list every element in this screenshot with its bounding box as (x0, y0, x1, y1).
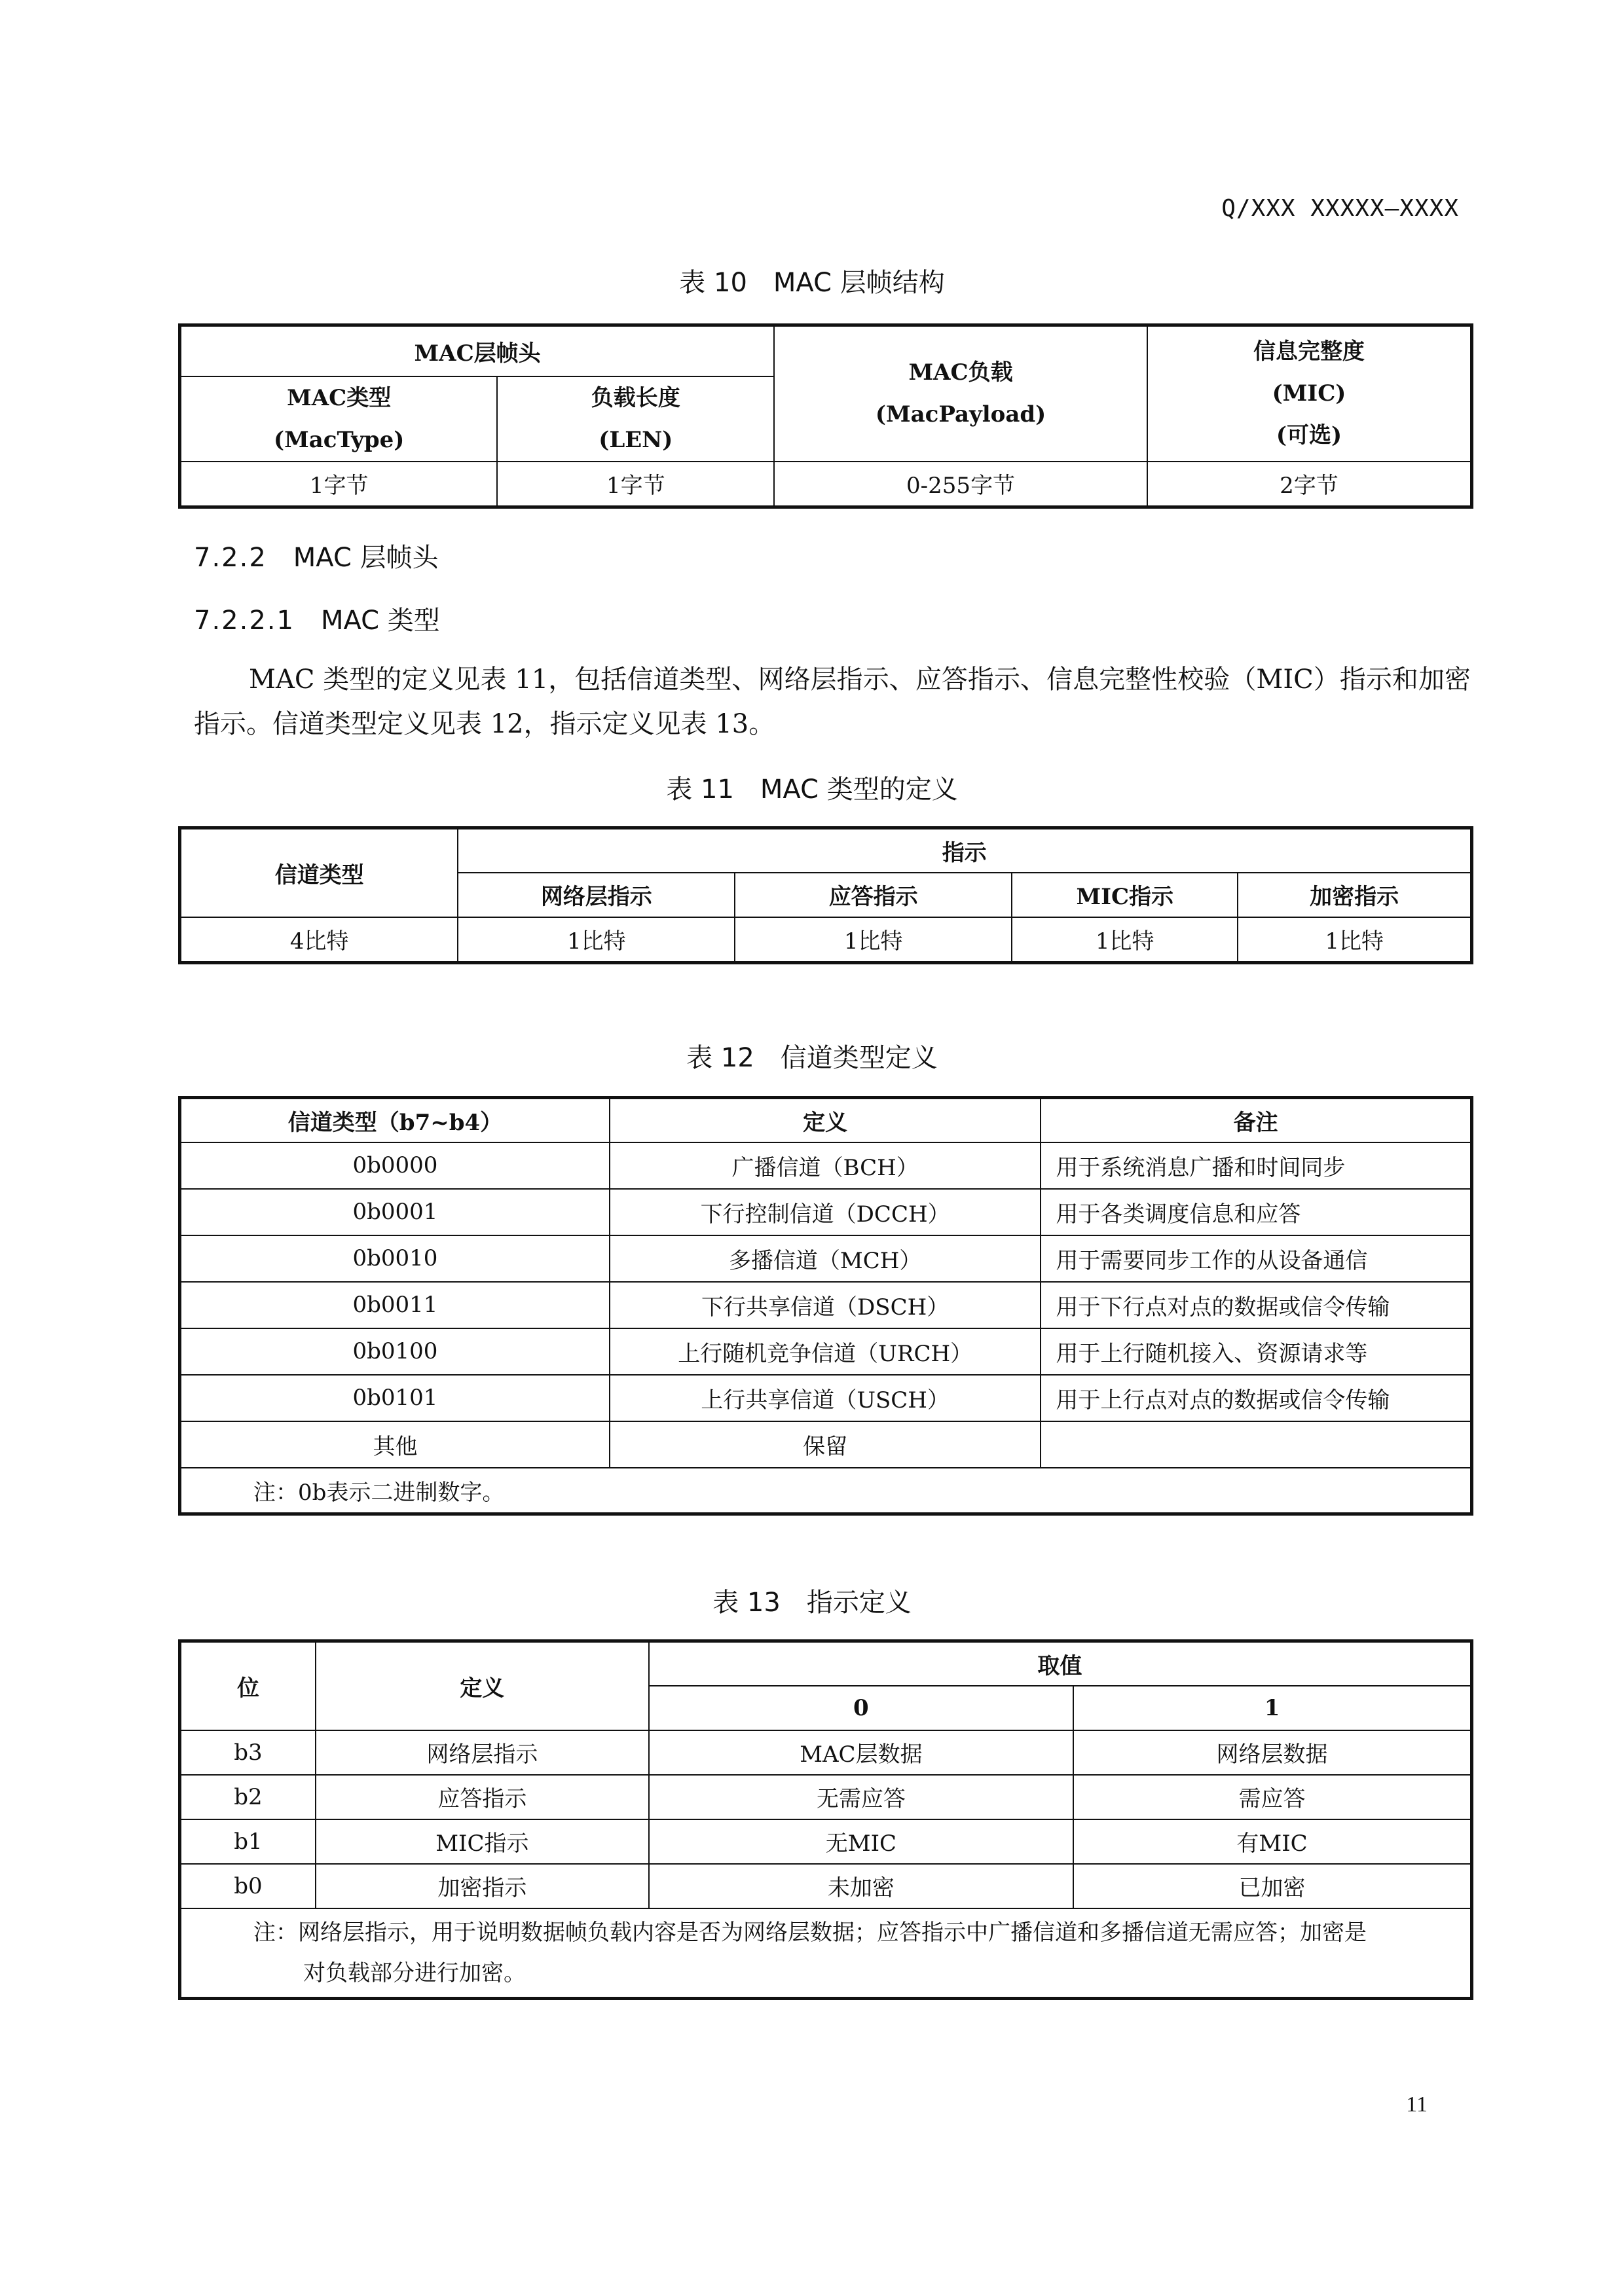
section-number: 7.2.2 (194, 543, 267, 573)
table11-cell: 1比特 (458, 917, 735, 963)
table12-header: 备注 (1041, 1098, 1471, 1142)
table12-header: 定义 (610, 1098, 1041, 1142)
section-number: 7.2.2.1 (194, 606, 295, 636)
section-title: MAC 层帧头 (293, 543, 439, 573)
table13-col-value: 取值 (649, 1641, 1472, 1686)
section-title: MAC 类型 (320, 606, 440, 636)
table13-note-line2: 对负载部分进行加密。 (303, 1959, 526, 1986)
table13-bit: b1 (180, 1819, 316, 1864)
table13-when-1: 需应答 (1073, 1775, 1471, 1819)
table13-bit: b3 (180, 1730, 316, 1775)
table13-when-1: 已加密 (1073, 1864, 1471, 1908)
table13-caption: 表 13 指示定义 (712, 1588, 912, 1618)
table13-when-0: 无需应答 (649, 1775, 1073, 1819)
mic-label-optional: (可选) (1276, 422, 1342, 449)
payload-label-en: (MacPayload) (875, 401, 1046, 428)
table10-col-mic (1147, 325, 1472, 462)
table12-caption: 表 12 信道类型定义 (686, 1043, 938, 1073)
table12-definition: 下行共享信道（DSCH） (610, 1282, 1041, 1328)
table11-cell: 1比特 (735, 917, 1012, 963)
table-row (180, 1142, 1472, 1189)
table12-code: 0b0010 (180, 1235, 610, 1282)
table-row (180, 1189, 1472, 1235)
table12-code: 其他 (180, 1421, 610, 1468)
table11-sub-header: 应答指示 (735, 873, 1012, 917)
mic-label-en: (MIC) (1272, 380, 1346, 407)
table13 (178, 1639, 1473, 2000)
body-paragraph: MAC 类型的定义见表 11，包括信道类型、网络层指示、应答指示、信息完整性校验（MIC）指示和加密指示。信道类型定义见表 12，指示定义见表 13。 (194, 665, 1471, 739)
table-row (180, 1235, 1472, 1282)
len-label: 负载长度 (591, 384, 680, 411)
table13-col-bit: 位 (180, 1641, 316, 1730)
payload-label: MAC负载 (908, 359, 1013, 386)
table10-cell: 0-255字节 (774, 462, 1147, 507)
table13-note (180, 1908, 1472, 1999)
table11-cell: 4比特 (180, 917, 458, 963)
table11-col-channel: 信道类型 (180, 828, 458, 917)
table13-definition: MIC指示 (316, 1819, 649, 1864)
table12-remark (1041, 1421, 1471, 1468)
table10-col-payload (774, 325, 1147, 462)
table12-code: 0b0101 (180, 1375, 610, 1421)
type-label: MAC类型 (287, 384, 392, 411)
mic-label: 信息完整度 (1253, 338, 1365, 365)
table10-caption: 表 10 MAC 层帧结构 (679, 268, 945, 298)
table13-col-definition: 定义 (316, 1641, 649, 1730)
table13-when-1: 有MIC (1073, 1819, 1471, 1864)
len-label-en: (LEN) (599, 426, 673, 453)
table13-when-0: 未加密 (649, 1864, 1073, 1908)
table13-definition: 应答指示 (316, 1775, 649, 1819)
table13-value-1: 1 (1073, 1686, 1471, 1730)
table-row (180, 1730, 1472, 1775)
table12-definition: 上行随机竞争信道（URCH） (610, 1328, 1041, 1375)
section-heading-7-2-2 (194, 537, 439, 574)
table12-remark: 用于需要同步工作的从设备通信 (1041, 1235, 1471, 1282)
table12-code: 0b0001 (180, 1189, 610, 1235)
table11-cell: 1比特 (1012, 917, 1238, 963)
table13-when-0: MAC层数据 (649, 1730, 1073, 1775)
table10-cell: 1字节 (497, 462, 774, 507)
table13-definition: 网络层指示 (316, 1730, 649, 1775)
table12 (178, 1096, 1473, 1516)
table11-caption: 表 11 MAC 类型的定义 (666, 774, 958, 805)
table11-sub-header: 网络层指示 (458, 873, 735, 917)
table-row (180, 1864, 1472, 1908)
table11-sub-header: 加密指示 (1238, 873, 1471, 917)
table12-header: 信道类型（b7~b4） (180, 1098, 610, 1142)
table10-header-group: MAC层帧头 (180, 325, 775, 376)
table12-definition: 广播信道（BCH） (610, 1142, 1041, 1189)
table-row (180, 1282, 1472, 1328)
document-code: Q/XXX XXXXX—XXXX (1221, 195, 1459, 222)
table13-when-0: 无MIC (649, 1819, 1073, 1864)
table-row (180, 1328, 1472, 1375)
table13-bit: b2 (180, 1775, 316, 1819)
table-row (180, 1775, 1472, 1819)
table12-remark: 用于各类调度信息和应答 (1041, 1189, 1471, 1235)
table12-remark: 用于下行点对点的数据或信令传输 (1041, 1282, 1471, 1328)
table12-remark: 用于上行点对点的数据或信令传输 (1041, 1375, 1471, 1421)
table11-sub-header: MIC指示 (1012, 873, 1238, 917)
table10-cell: 2字节 (1147, 462, 1472, 507)
table-row (180, 1421, 1472, 1468)
table11-col-indication: 指示 (458, 828, 1471, 873)
type-label-en: (MacType) (274, 426, 405, 453)
table12-remark: 用于系统消息广播和时间同步 (1041, 1142, 1471, 1189)
table12-code: 0b0100 (180, 1328, 610, 1375)
page-number: 11 (1406, 2092, 1428, 2117)
table13-note-line1: 注：网络层指示，用于说明数据帧负载内容是否为网络层数据；应答指示中广播信道和多播信道无需应答；加密是 (253, 1919, 1367, 1946)
table12-code: 0b0011 (180, 1282, 610, 1328)
section-heading-7-2-2-1 (194, 600, 440, 637)
table12-definition: 上行共享信道（USCH） (610, 1375, 1041, 1421)
table10-col-type (180, 376, 498, 462)
table12-definition: 下行控制信道（DCCH） (610, 1189, 1041, 1235)
table10-cell: 1字节 (180, 462, 498, 507)
table13-bit: b0 (180, 1864, 316, 1908)
table12-note: 注：0b表示二进制数字。 (180, 1468, 1472, 1514)
table12-definition: 多播信道（MCH） (610, 1235, 1041, 1282)
table12-definition: 保留 (610, 1421, 1041, 1468)
table11 (178, 826, 1473, 964)
table13-definition: 加密指示 (316, 1864, 649, 1908)
table13-when-1: 网络层数据 (1073, 1730, 1471, 1775)
table11-cell: 1比特 (1238, 917, 1471, 963)
table12-remark: 用于上行随机接入、资源请求等 (1041, 1328, 1471, 1375)
table-row (180, 1819, 1472, 1864)
table-row (180, 1375, 1472, 1421)
table13-value-0: 0 (649, 1686, 1073, 1730)
table12-code: 0b0000 (180, 1142, 610, 1189)
table10 (178, 323, 1473, 509)
table10-col-len (497, 376, 774, 462)
